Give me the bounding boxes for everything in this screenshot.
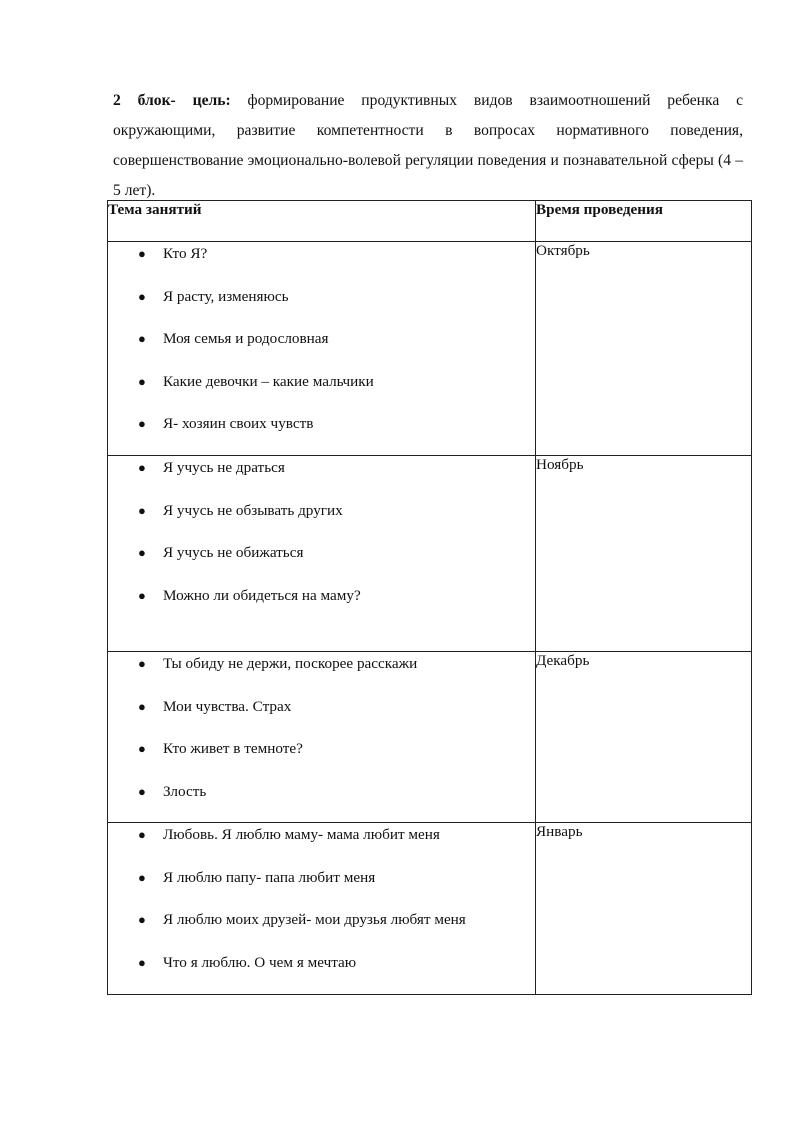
list-item — [108, 541, 535, 584]
list-item — [108, 866, 535, 909]
schedule-table — [107, 200, 752, 995]
bullet-icon: ● — [138, 587, 146, 603]
list-item — [108, 370, 535, 413]
table-row — [108, 823, 752, 995]
month-cell: Октябрь — [536, 242, 752, 456]
intro-text: формирование продуктивных видов взаимоотношений ребенка с окружающими, развитие компетентности в вопросах нормативного поведения, совершенствование эмоционально-волевой регуляции поведения и познавательной сферы (4 – 5 лет). — [113, 91, 743, 199]
list-item — [108, 737, 535, 780]
list-item — [108, 780, 535, 823]
bullet-icon: ● — [138, 416, 146, 431]
bullet-icon: ● — [138, 288, 146, 304]
list-item — [108, 242, 535, 285]
table-header-row — [108, 201, 752, 242]
topic-text: Я люблю моих друзей- мои друзья любят меня — [163, 911, 466, 928]
bullet-icon: ● — [138, 783, 146, 799]
table-row — [108, 456, 752, 652]
topics-cell — [108, 242, 536, 456]
bullet-icon: ● — [138, 741, 146, 756]
bullet-icon: ● — [138, 869, 146, 885]
topic-list — [108, 652, 535, 822]
month-cell: Ноябрь — [536, 456, 752, 652]
topic-text: Я- хозяин своих чувств — [163, 415, 314, 432]
bullet-icon: ● — [138, 698, 146, 714]
intro-label: 2 блок- цель: — [113, 91, 231, 109]
bullet-icon: ● — [138, 912, 146, 927]
list-item — [108, 908, 535, 951]
month-cell: Январь — [536, 823, 752, 995]
topics-cell — [108, 456, 536, 652]
topic-text: Любовь. Я люблю маму- мама любит меня — [163, 826, 440, 843]
bullet-icon: ● — [138, 502, 146, 518]
topic-list — [108, 823, 535, 993]
header-time: Время проведения — [536, 201, 752, 242]
topic-text: Я учусь не обижаться — [163, 544, 304, 561]
topic-text: Можно ли обидеться на маму? — [163, 586, 361, 604]
topic-text: Я учусь не обзывать других — [163, 501, 343, 519]
list-item — [108, 456, 535, 499]
list-item — [108, 285, 535, 328]
bullet-icon: ● — [138, 545, 146, 560]
topics-cell — [108, 652, 536, 823]
bullet-icon: ● — [138, 954, 146, 970]
list-item — [108, 823, 535, 866]
topic-text: Кто Я? — [163, 245, 208, 262]
topic-list — [108, 456, 535, 626]
topic-text: Ты обиду не держи, поскорее расскажи — [163, 655, 418, 672]
bullet-icon: ● — [138, 656, 146, 671]
topics-cell — [108, 823, 536, 995]
topic-list — [108, 242, 535, 455]
bullet-icon: ● — [138, 373, 146, 389]
topic-text: Злость — [163, 782, 207, 800]
header-topic: Тема занятий — [108, 201, 536, 242]
list-item — [108, 695, 535, 738]
list-item — [108, 327, 535, 370]
topic-text: Я расту, изменяюсь — [163, 287, 289, 305]
topic-text: Какие девочки – какие мальчики — [163, 372, 374, 390]
topic-text: Кто живет в темноте? — [163, 740, 303, 757]
topic-text: Что я люблю. О чем я мечтаю — [163, 953, 357, 971]
topic-text: Моя семья и родословная — [163, 330, 329, 347]
table-row — [108, 242, 752, 456]
bullet-icon: ● — [138, 460, 146, 475]
list-item — [108, 584, 535, 627]
topic-text: Мои чувства. Страх — [163, 697, 292, 715]
month-cell: Декабрь — [536, 652, 752, 823]
topic-text: Я учусь не драться — [163, 459, 285, 476]
list-item — [108, 652, 535, 695]
list-item — [108, 951, 535, 994]
bullet-icon: ● — [138, 827, 146, 842]
topic-text: Я люблю папу- папа любит меня — [163, 868, 376, 886]
intro-paragraph — [113, 86, 743, 206]
list-item — [108, 499, 535, 542]
table-row — [108, 652, 752, 823]
list-item — [108, 412, 535, 455]
bullet-icon: ● — [138, 331, 146, 346]
bullet-icon: ● — [138, 246, 146, 261]
